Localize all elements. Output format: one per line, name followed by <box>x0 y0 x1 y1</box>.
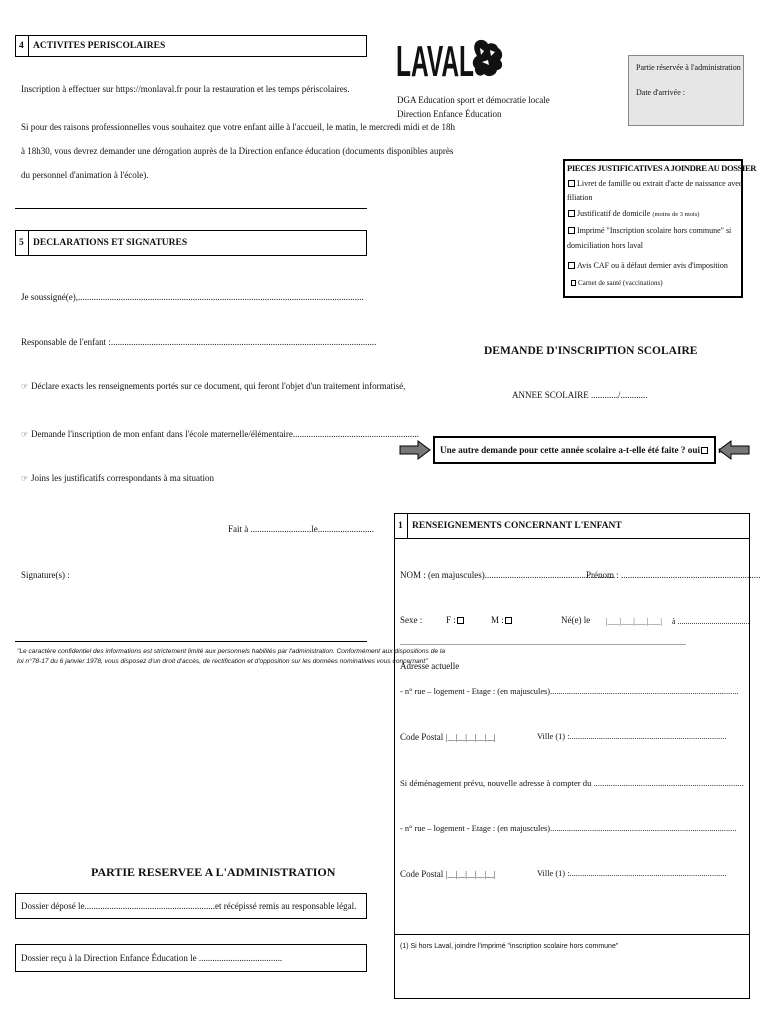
dossier-recu-field[interactable]: Dossier reçu à la Direction Enfance Éducation le ..................................... <box>21 953 283 963</box>
sexe-m-checkbox[interactable] <box>505 617 512 624</box>
section5-header-divider <box>28 230 29 256</box>
pointing-hand-icon: ☞ <box>21 382 29 391</box>
declaration-bullet-1 <box>21 381 405 391</box>
pointing-hand-icon: ☞ <box>21 474 29 483</box>
date-arrivee-field[interactable]: Date d'arrivée : <box>636 88 685 97</box>
piece-item-1-cont: filiation <box>567 193 593 202</box>
declaration-bullet-1-text: Déclare exacts les renseignements portés sur ce document, qui feront l'objet d'un traitement informatisé, <box>31 381 406 391</box>
dept-line1: DGA Education sport et démocratie locale <box>397 95 550 105</box>
declaration-bullet-2-text[interactable]: Demande l'inscription de mon enfant dans l'école maternelle/élémentaire........................................................ <box>31 429 419 439</box>
piece-item-5 <box>570 279 663 287</box>
signatures-label: Signature(s) : <box>21 570 70 580</box>
pointing-hand-icon: ☞ <box>21 430 29 439</box>
sexe-f-checkbox[interactable] <box>457 617 464 624</box>
section4-title: ACTIVITES PERISCOLAIRES <box>33 41 166 51</box>
annee-scolaire-field[interactable]: ANNEE SCOLAIRE ............/............ <box>512 390 648 400</box>
admin-reserved-title: Partie réservée à l'administration <box>636 63 741 72</box>
piece-item-3-text: Imprimé "Inscription scolaire hors commune" si <box>577 226 732 235</box>
declaration-bullet-2 <box>21 429 419 439</box>
piece-item-2-note: (moins de 3 mois) <box>652 211 700 218</box>
piece-item-4 <box>567 261 728 270</box>
birth-date-boxes[interactable]: |___|___|___|___| <box>606 617 663 626</box>
nom-field[interactable]: NOM : (en majuscules).......................................................... <box>400 570 616 580</box>
piece-item-4-text: Avis CAF ou à défaut dernier avis d'imposition <box>577 261 728 270</box>
checkbox-icon[interactable] <box>568 262 575 269</box>
sexe-m-label: M : <box>491 615 504 625</box>
section4-header-divider <box>28 35 29 57</box>
soussigne-field[interactable]: Je soussigné(e),............................................................................................................................... <box>21 292 364 302</box>
piece-item-1-text: Livret de famille ou extrait d'acte de naissance avec <box>577 179 743 188</box>
dossier-depose-field[interactable]: Dossier déposé le..........................................................et récépissé remis au responsable légal. <box>21 901 357 911</box>
pieces-title: PIECES JUSTIFICATIVES A JOINDRE AU DOSSIER <box>567 163 757 173</box>
rue-field[interactable]: - n° rue – logement - Etage : (en majuscules).......................................................................................... <box>400 687 739 696</box>
admin-section-title: PARTIE RESERVEE A L'ADMINISTRATION <box>91 865 336 879</box>
code-postal-boxes[interactable]: |__|__|__|__|__| <box>446 733 496 742</box>
section1-title: RENSEIGNEMENTS CONCERNANT L'ENFANT <box>412 521 622 531</box>
section1-box <box>394 513 750 999</box>
section4-line2: Si pour des raisons professionnelles vous souhaitez que votre enfant aille à l'accueil, le matin, le mercredi midi et de 18h <box>21 122 455 132</box>
sexe-m <box>491 615 514 625</box>
legal-notice-line1: "Le caractère confidentiel des informations est strictement limité aux personnels habilités par l'administration. Conformément aux dispositions de la <box>17 648 446 655</box>
code-postal-label: Code Postal <box>400 732 444 742</box>
declaration-bullet-3 <box>21 473 214 483</box>
footnote-rule <box>394 934 750 935</box>
responsable-field[interactable]: Responsable de l'enfant :...................................................................................................................... <box>21 337 377 347</box>
oui-checkbox[interactable] <box>701 447 708 454</box>
ville-field[interactable]: Ville (1) :........................................................................... <box>537 732 727 741</box>
piece-item-2-text: Justificatif de domicile <box>577 209 651 218</box>
laval-logo-mark <box>396 36 508 86</box>
section1-header-divider <box>407 513 408 538</box>
section5-title: DECLARATIONS ET SIGNATURES <box>33 238 188 248</box>
laval-logo <box>396 36 508 86</box>
rue2-field[interactable]: - n° rue – logement - Etage : (en majuscules)......................................................................................... <box>400 824 737 833</box>
piece-item-2 <box>567 209 699 218</box>
section4-number: 4 <box>19 41 24 51</box>
section4-line1: Inscription à effectuer sur https://monlaval.fr pour la restauration et les temps périscolaires. <box>21 84 350 94</box>
main-title: DEMANDE D'INSCRIPTION SCOLAIRE <box>484 345 698 357</box>
piece-item-5-text: Carnet de santé (vaccinations) <box>578 279 663 287</box>
sexe-label: Sexe : <box>400 615 423 625</box>
dots-line: ............................................................................................................................................... <box>400 638 686 647</box>
legal-top-rule <box>15 641 367 642</box>
other-request-question <box>440 445 743 455</box>
section4-line3: à 18h30, vous devrez demander une dérogation auprès de la Direction enfance éducation (documents disponibles auprès <box>21 146 454 156</box>
ville2-field[interactable]: Ville (1) :........................................................................... <box>537 869 727 878</box>
checkbox-icon[interactable] <box>571 280 576 286</box>
dept-line2: Direction Enfance Éducation <box>397 109 502 119</box>
legal-notice-line2: loi n°78-17 du 6 janvier 1978, vous disposez d'un droit d'accès, de rectification et d'opposition sur les données nominatives vous concernant" <box>17 658 428 665</box>
code-postal2-boxes[interactable]: |__|__|__|__|__| <box>446 870 496 879</box>
fait-a-field[interactable]: Fait à ...........................le......................... <box>228 524 374 534</box>
sexe-f-label: F : <box>446 615 456 625</box>
checkbox-icon[interactable] <box>568 227 575 234</box>
piece-item-3 <box>567 226 731 235</box>
other-request-question-text: Une autre demande pour cette année scolaire a-t-elle été faite ? oui <box>440 445 700 455</box>
demenagement-field[interactable]: Si déménagement prévu, nouvelle adresse à compter du ...................................................................... <box>400 778 744 788</box>
ne-le-label: Né(e) le <box>561 615 591 625</box>
section4-bottom-rule <box>15 208 367 209</box>
section1-number: 1 <box>398 521 403 531</box>
arrow-left-icon <box>719 441 749 459</box>
sexe-f <box>446 615 466 625</box>
arrow-right-icon <box>400 441 430 459</box>
adresse-label: Adresse actuelle <box>400 661 460 671</box>
section1-header-rule <box>394 538 750 539</box>
code-postal2-label: Code Postal <box>400 869 444 879</box>
prenom-field[interactable]: Prénom : .............................................................. <box>586 570 761 580</box>
section4-line4: du personnel d'animation à l'école). <box>21 170 149 180</box>
checkbox-icon[interactable] <box>568 180 575 187</box>
birth-place-field[interactable]: à .................................... <box>672 617 750 626</box>
laval-logo-text: LAVAL <box>396 37 474 86</box>
piece-item-3-cont: domiciliation hors laval <box>567 241 643 250</box>
checkbox-icon[interactable] <box>568 210 575 217</box>
footnote: (1) Si hors Laval, joindre l'imprimé "inscription scolaire hors commune" <box>400 943 619 950</box>
declaration-bullet-3-text: Joins les justificatifs correspondants à ma situation <box>31 473 214 483</box>
section5-number: 5 <box>19 238 24 248</box>
piece-item-1 <box>567 179 742 188</box>
